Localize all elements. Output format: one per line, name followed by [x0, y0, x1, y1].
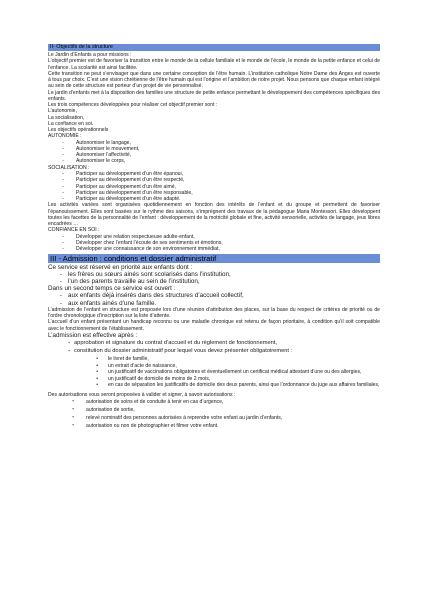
admission-effective-label: L’admission est effective après : [48, 331, 138, 339]
list-item: - Développer chez l’enfant l’écoute de ses sentiments et émotions, [62, 239, 223, 246]
document-item: • le livret de famille, [96, 355, 149, 362]
socialisation-label: SOCIALISATION : [48, 164, 90, 171]
paragraph-transition: Cette transition ne peut s’envisager que dans une certaine conception de l’être humain. L’institution catholique Notre Dame des Anges est ouverte à tous par choix. C’est une vision chrétienne de l’être humain qui est l’origine et l’ambition de notre projet. Nous pensons que chaque enfant intégré au sein de cette structure est porteur d’un projet de vie personnalisé. [48, 70, 380, 90]
priority-intro: Ce service est réservé en priorité aux enfants dont : [48, 263, 193, 271]
missions-intro: Le Jardin d’Enfants a pour missions : [48, 52, 132, 58]
list-item: - Autonomiser le langage, [62, 139, 131, 146]
autonomie-label: AUTONOMIE : [48, 133, 82, 140]
list-item: - les frères ou sœurs ainés sont scolarisés dans l’institution, [59, 270, 231, 278]
list-item: - Développer une relation respectueuse adulte-enfant, [62, 233, 195, 240]
list-item: - Autonomiser l’affectivité, [62, 152, 132, 159]
list-item: - Autonomiser le mouvement, [62, 145, 140, 152]
document-page [48, 44, 380, 430]
list-item: - relevé nominatif des personnes autorisées à reprendre votre enfant au jardin d’enfants, [72, 414, 283, 422]
document-item: • un justificatif de vaccinations obligatoires et éventuellement un certificat médical attestant d’une ou des allergies, [96, 369, 362, 376]
paragraph-activities: Les activités variées sont organisées quotidiennement en fonction des intérêts de l’enfant et du groupe et permettent de favoriser l’épanouissement. Elles sont basées sur le rythme des saisons, s’imprègnent des travaux de la pédagogue Maria Montessori. Elles développent toutes les facettes de la personnalité de l’enfant : développement de la motricité globale et fine, activité sensorielle, activités de langage, jeux libres encadrées … [48, 202, 380, 228]
list-item: - Participer au développement d’un être épanoui, [62, 170, 184, 177]
list-item: - l’un des parents travaille au sein de l’institution, [59, 277, 200, 285]
section-2-heading: II- Objectifs de la structure [48, 44, 380, 51]
competence-socialisation: La socialisation, [48, 114, 85, 121]
list-item: - autorisation ou non de photographier et filmer votre enfant. [72, 422, 219, 430]
list-item: - aux enfants déjà insérés dans des structures d’accueil collectif, [59, 292, 244, 300]
competence-autonomie: L’autonomie, [48, 108, 77, 115]
list-item: - aux enfants ainés d’une famille. [59, 299, 157, 307]
confiance-label: CONFIANCE EN SOI : [48, 227, 100, 234]
document-item: • un justificatif de domicile de moins de 2 mois, [96, 375, 211, 382]
competence-confiance: La confiance en soi. [48, 120, 94, 127]
paragraph-structure: Le jardin d’enfants met à la disposition des familles une structure de petite enfance permettant le développement des compétences spécifiques des enfants. [48, 89, 380, 102]
list-item: - Participer au développement d’un être respecté, [62, 177, 185, 184]
section-3-heading: III - Admission : conditions et dossier administratif [48, 254, 380, 263]
paragraph-handicap: L’accueil d’un enfant présentant un handicap reconnu ou une maladie chronique est retenu de façon prioritaire, à condition qu’il soit compatible avec le fonctionnement de l’établissement. [48, 319, 380, 332]
list-item: - autorisation de sortie, [72, 406, 135, 414]
document-item: • un extrait d’acte de naissance, [96, 362, 177, 369]
paragraph-objective: L’objectif premier est de favoriser la transition entre le monde de la cellule familiale et le monde de l’école, le monde de la petite enfance et celui de l’enfance. La scolarité est ainsi facilitée. [48, 58, 380, 71]
list-item: - autorisation de soins et de conduite à tenir en cas d’urgence, [72, 398, 224, 406]
second-priority-intro: Dans un second temps ce service est ouvert : [48, 285, 176, 293]
authorisations-intro: Des autorisations vous seront proposées à valider et signer, à savoir autorisations : [48, 391, 236, 398]
list-item: - Développer une connaissance de son environnement immédiat, [62, 246, 220, 253]
list-item: - Autonomiser le corps, [62, 158, 126, 165]
paragraph-admission: L’admission de l’enfant en structure est proposée lors d’une réunion d’attribution des places, sur la base du respect de critères de priorité ou de l’ordre chronologique d’inscription sur la liste d’attente. [48, 306, 380, 320]
document-item: • en cas de séparation les justificatifs de domicile des deux parents, ainsi que l’ordonnance du juge aux affaires familiales, [96, 382, 380, 389]
competences-intro: Les trois compétences développées pour réaliser cet objectif premier sont : [48, 102, 218, 108]
list-item: - Participer au développement d’un être adapté. [62, 196, 181, 203]
list-item: - Participer au développement d’un être responsable, [62, 189, 193, 196]
operational-objectives-label: Les objectifs opérationnels [48, 127, 109, 133]
list-item: - Participer au développement d’un être aimé, [62, 183, 176, 190]
list-item: - approbation et signature du contrat d’accueil et du règlement de fonctionnement, [68, 339, 277, 347]
list-item: - constitution du dossier administratif pour lequel vous devez présenter obligatoirement : [68, 347, 293, 355]
